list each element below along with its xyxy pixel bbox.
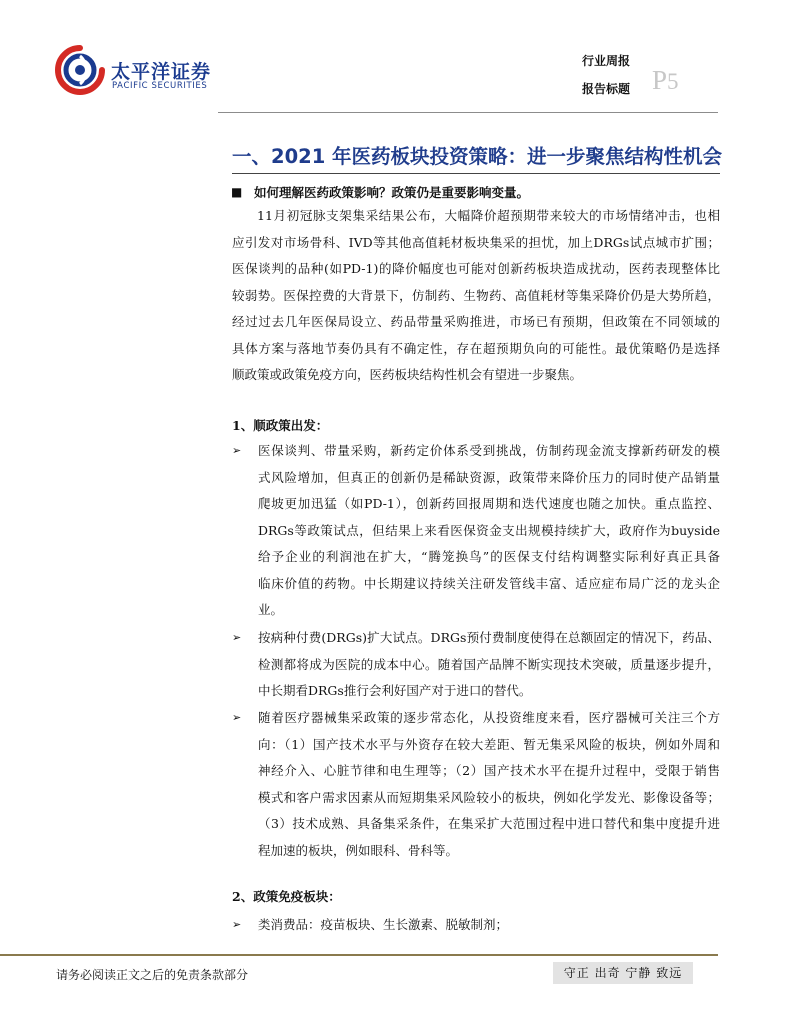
page-number-value: 5 (667, 69, 679, 94)
bullet-line: 临床价值的药物。中长期建议持续关注研发管线丰富、适应症布局广泛的龙头企 (258, 575, 720, 591)
report-type: 报告标题 (582, 82, 631, 96)
disclaimer-note: 请务必阅读正文之后的免责条款部分 (56, 968, 249, 982)
bullet-line: 按病种付费(DRGs)扩大试点。DRGs预付费制度使得在总额固定的情况下，药品、 (258, 630, 720, 645)
bullet-line: 随着医疗器械集采政策的逐步常态化，从投资维度来看，医疗器械可关注三个方 (258, 710, 720, 725)
paragraph-line: 经过过去几年医保局设立、药品带量采购推进，市场已有预期，但政策在不同领域的 (232, 314, 720, 329)
intro-paragraph (232, 203, 720, 389)
bullet-line: 给予企业的利润池在扩大，“腾笼换鸟”的医保支付结构调整实际利好真正具备 (258, 549, 720, 564)
square-bullet-icon: ■ (231, 185, 243, 199)
paragraph-line: 11月初冠脉支架集采结果公布，大幅降价超预期带来较大的市场情绪冲击，也相 (257, 208, 720, 223)
bullet-line: 医保谈判、带量采购，新药定价体系受到挑战，仿制药现金流支撑新药研发的模 (258, 443, 720, 458)
subtitle: 如何理解医药政策影响？政策仍是重要影响变量。 (254, 185, 530, 200)
bullet-line: 检测都将成为医院的成本中心。随着国产品牌不断实现技术突破，质量逐步提升， (258, 656, 720, 672)
arrow-bullet-icon: ➢ (232, 711, 242, 724)
brand-name-en: PACIFIC SECURITIES (112, 81, 208, 91)
bullet-line: 类消费品：疫苗板块、生长激素、脱敏制剂； (258, 917, 509, 932)
arrow-bullet-icon: ➢ (232, 918, 242, 931)
brand-name-cn: 太平洋证券 (111, 61, 212, 83)
page-prefix: P (652, 65, 668, 95)
paragraph-line: 医保谈判的品种(如PD-1)的降价幅度也可能对创新药板块造成扰动，医药表现整体比 (232, 261, 720, 276)
bullet-line: 式风险增加，但真正的创新仍是稀缺资源，政策带来降价压力的同时使产品销量 (258, 469, 720, 485)
header-divider (218, 112, 718, 113)
page-number (652, 65, 679, 96)
bullet-line: 向：（1）国产技术水平与外资存在较大差距、暂无集采风险的板块，例如外周和 (258, 736, 720, 752)
bullet-line: 爬坡更加迅猛（如PD-1），创新药回报周期和迭代速度也随之加快。重点监控、 (258, 496, 720, 511)
bullet-line: 模式和客户需求因素从而短期集采风险较小的板块，例如化学发光、影像设备等； (258, 789, 720, 805)
bullet-line: DRGs等政策试点，但结果上来看医保资金支出规模持续扩大，政府作为buyside (258, 522, 720, 538)
bullet-line: 中长期看DRGs推行会利好国产对于进口的替代。 (258, 683, 532, 698)
arrow-bullet-icon: ➢ (232, 631, 242, 644)
paragraph-line: 较弱势。医保控费的大背景下，仿制药、生物药、高值耗材等集采降价仍是大势所趋， (232, 287, 720, 303)
section-heading-2: 2、政策免疫板块： (232, 889, 341, 904)
bullet-line: 业。 (258, 602, 284, 617)
paragraph-line: 顺政策或政策免疫方向，医药板块结构性机会有望进一步聚焦。 (232, 367, 583, 382)
bullet-line: 神经介入、心脏节律和电生理等；（2）国产技术水平在提升过程中，受限于销售 (258, 763, 720, 778)
section-heading-1: 1、顺政策出发： (232, 418, 329, 433)
bullet-line: （3）技术成熟、具备集采条件，在集采扩大范围过程中进口替代和集中度提升进 (258, 816, 720, 831)
page-header (0, 0, 791, 115)
report-category: 行业周报 (582, 54, 631, 68)
title-underline (232, 173, 720, 174)
arrow-bullet-icon: ➢ (232, 444, 242, 457)
bullet-line: 程加速的板块，例如眼科、骨科等。 (258, 842, 459, 858)
paragraph-line: 具体方案与落地节奏仍具有不确定性，存在超预期负向的可能性。最优策略仍是选择 (232, 340, 720, 356)
footer-divider (0, 954, 718, 956)
paragraph-line: 应引发对市场骨科、IVD等其他高值耗材板块集采的担忧，加上DRGs试点城市扩围； (232, 234, 720, 250)
pacific-securities-logo-icon (54, 44, 106, 96)
company-slogan: 守正 出奇 宁静 致远 (553, 962, 693, 984)
section-title: 一、2021 年医药板块投资策略：进一步聚焦结构性机会 (232, 145, 723, 168)
